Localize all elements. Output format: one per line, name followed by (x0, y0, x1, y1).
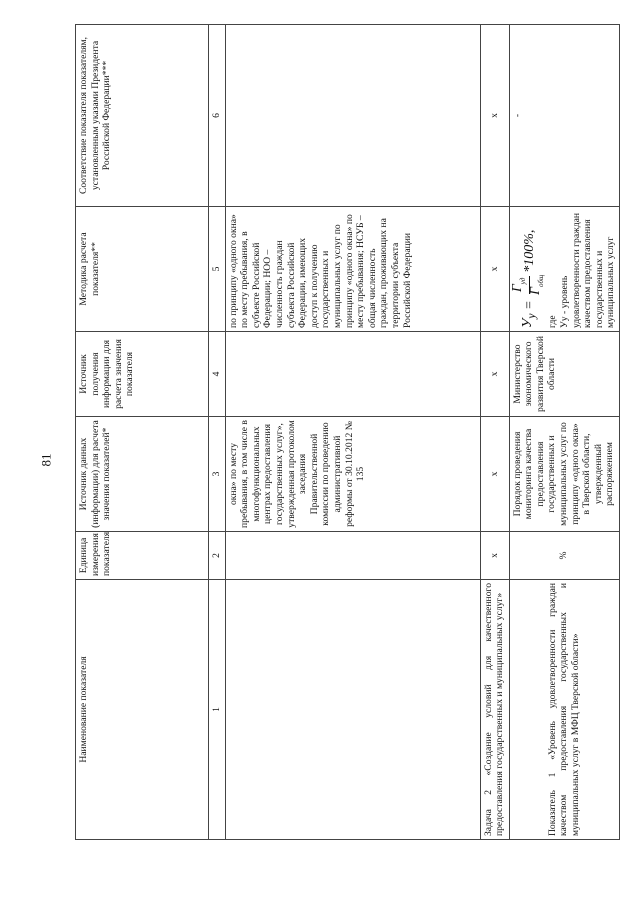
indicator-decree: - (509, 25, 619, 207)
task-decree: х (480, 25, 509, 207)
continuation-method: по принципу «одного окна» по месту пребывания, в субъекте Российской Федерации; НОО – численность граждан субъекта Российской Федерации, имеющих доступ к получению государственных и муниципальных услуг по принципу «одного окна» по месту пребывания; НСУБ – общая численность граждан, проживающих на территории субъекта Российской Федерации (225, 207, 480, 332)
indicator-name: Показатель 1 «Уровень удовлетворенности граждан качеством предоставления государственных и муниципальных услуг в МФЦ Тверской области» (509, 580, 619, 840)
formula-lhs (519, 313, 538, 328)
header-row (76, 25, 209, 840)
formula-den-sub: общ (536, 274, 545, 287)
indicators-table (75, 24, 620, 840)
formula-den-symbol: Г (527, 286, 543, 295)
indicator-method (509, 207, 619, 332)
table-viewport (75, 25, 617, 840)
task-name: Задача 2 «Создание условий для качественного предоставления государственных и муниципальных услуг» (480, 580, 509, 840)
formula-num-symbol: Г (509, 284, 525, 293)
column-number: 4 (209, 332, 226, 417)
continuation-row (225, 25, 480, 840)
empty-cell (225, 532, 480, 580)
formula-denominator (527, 274, 547, 295)
column-number: 6 (209, 25, 226, 207)
method-text: Уу - уровень удовлетворенности граждан качеством предоставления государственных и муниципальных услуг (558, 212, 617, 328)
formula-num-sub: уд (518, 277, 527, 285)
indicator-source-info: Министерство экономического развития Тверской области (509, 332, 619, 417)
header-decree: Соответствие показателя показателям, установленным указами Президента Российской Федерации*** (76, 25, 209, 207)
indicator-row (509, 25, 619, 840)
formula-lhs-symbol: У (519, 318, 535, 328)
page-number: 81 (38, 453, 54, 467)
indicator-unit: % (509, 532, 619, 580)
formula-lhs-sub: у (524, 313, 538, 319)
satisfaction-formula (509, 229, 548, 328)
task-source-data: х (480, 417, 509, 532)
formula-fraction (509, 274, 548, 295)
column-number: 1 (209, 580, 226, 840)
formula-equals: = (521, 296, 537, 314)
column-number-row (209, 25, 226, 840)
empty-cell (225, 580, 480, 840)
continuation-source-data: окна» по месту пребывания, в том числе в многофункциональных центрах предоставления государственных услуг», утвержденная протоколом заседания Правительственной комиссии по проведению административной реформы от 30.10.2012 № 135 (225, 417, 480, 532)
indicator-source-data: Порядок проведения мониторинга качества предоставления государственных и муниципальных услуг по принципу «одного окна» в Тверской области, утвержденный распоряжением (509, 417, 619, 532)
method-where: где (547, 315, 559, 328)
task-method: х (480, 207, 509, 332)
task-unit: х (480, 532, 509, 580)
empty-cell (225, 332, 480, 417)
header-method: Методика расчета показателя** (76, 207, 209, 332)
column-number: 3 (209, 417, 226, 532)
empty-cell (225, 25, 480, 207)
column-number: 5 (209, 207, 226, 332)
task-row (480, 25, 509, 840)
header-indicator-name: Наименование показателя (76, 580, 209, 840)
header-source-info: Источник получения информации для расчета значения показателя (76, 332, 209, 417)
formula-tail: *100%, (521, 229, 537, 273)
column-number: 2 (209, 532, 226, 580)
rotated-table-canvas (75, 25, 617, 840)
task-source-info: х (480, 332, 509, 417)
header-source-data: Источник данных (информации) для расчета значения показателей* (76, 417, 209, 532)
header-unit: Единица измерения показателя (76, 532, 209, 580)
